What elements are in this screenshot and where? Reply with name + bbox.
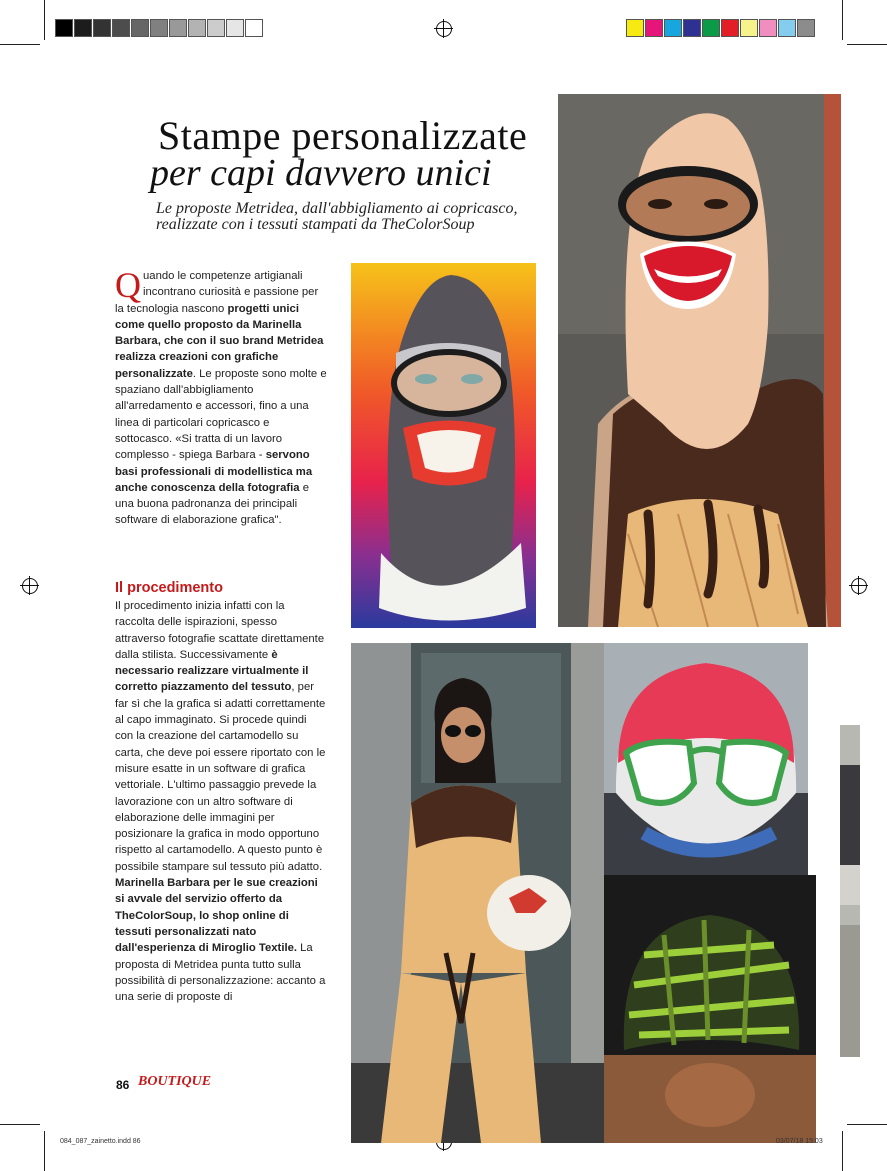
color-swatch [797,19,815,37]
crop-mark [44,0,45,40]
crop-mark [847,44,887,45]
crop-mark [842,1131,843,1171]
photo-helmet-camo [604,875,816,1143]
color-swatch [683,19,701,37]
gray-swatch [74,19,92,37]
color-swatch [740,19,758,37]
color-swatch [645,19,663,37]
registration-mark-icon [851,578,867,594]
crop-mark [0,44,40,45]
deck [156,201,517,233]
registration-mark-icon [436,21,452,37]
gray-swatch [226,19,244,37]
color-swatch [778,19,796,37]
crop-mark [0,1124,40,1125]
gray-swatch [93,19,111,37]
photo-balaclava-lips [558,94,841,627]
color-swatch [721,19,739,37]
slug-right: 03/07/18 15:03 [776,1138,823,1145]
magazine-logo: BOUTIQUE [138,1074,212,1089]
deck-line-1: Le proposte Metridea, dall'abbigliamento ai copricasco, [156,200,518,217]
page-number: 86 [116,1078,130,1092]
photo-helmet-goggles [604,643,808,875]
gray-swatch [55,19,73,37]
crop-mark [847,1124,887,1125]
gray-swatch [112,19,130,37]
photo-balaclava-gradient [351,263,536,628]
headline-line-2: per capi davvero unici [150,152,492,194]
gray-swatch [207,19,225,37]
gray-swatch [131,19,149,37]
color-swatch [702,19,720,37]
color-swatch [664,19,682,37]
dropcap: Q [115,265,141,305]
subhead: Il procedimento [115,580,223,596]
crop-mark [44,1131,45,1171]
color-swatch [626,19,644,37]
gray-swatch [188,19,206,37]
gray-swatch [150,19,168,37]
crop-mark [842,0,843,40]
photo-jumpsuit [351,643,604,1143]
gray-swatch [245,19,263,37]
intro-paragraph: Quando le competenze artigianali incontrano curiosità e passione per la tecnologia nascono progetti unici come quello proposto da Marinella Barbara, che con il suo brand Metridea realizza creazioni con grafiche personalizzate. Le proposte sono molte e spaziano dall'abbigliamento all'arredamento e accessori, fino a una linea di particolari copricasco e sottocasco. «Si tratta di un lavoro complesso - spiega Barbara - servono basi professionali di modellistica ma anche conoscenza della fotografia e una buona padronanza dei principali software di elaborazione grafica". [115,265,327,527]
procedure-paragraph: Il procedimento inizia infatti con la raccolta delle ispirazioni, spesso attraverso fotografie scattate direttamente dalla stilista. Successivamente è necessario realizzare virtualmente il corretto piazzamento del tessuto, per far sì che la grafica si adatti correttamente al capo immaginato. Si procede quindi con la creazione del cartamodello su carta, che deve poi essere riportato con le misure esatte in un software di grafica vettoriale. L'ultimo passaggio prevede la lavorazione con un altro software di elaborazione delle immagini per posizionare la grafica in modo opportuno rispetto al cartamodello. A questo punto è possibile stampare sul tessuto più adatto. Marinella Barbara per le sue creazioni si avvale del servizio offerto da TheColorSoup, lo shop online di tessuti personalizzati nato dall'esperienza di Miroglio Textile. La proposta di Metridea punta tutto sulla possibilità di personalizzazione: accanto a una serie di proposte di [115,600,326,1004]
slug-left: 084_087_zainetto.indd 86 [60,1138,141,1145]
photo-partial-right [840,725,860,1057]
color-swatch [759,19,777,37]
registration-mark-icon [22,578,38,594]
headline-line-1: Stampe personalizzate [158,113,528,158]
deck-line-2: realizzate con i tessuti stampati da TheColorSoup [156,216,475,233]
gray-swatch [169,19,187,37]
